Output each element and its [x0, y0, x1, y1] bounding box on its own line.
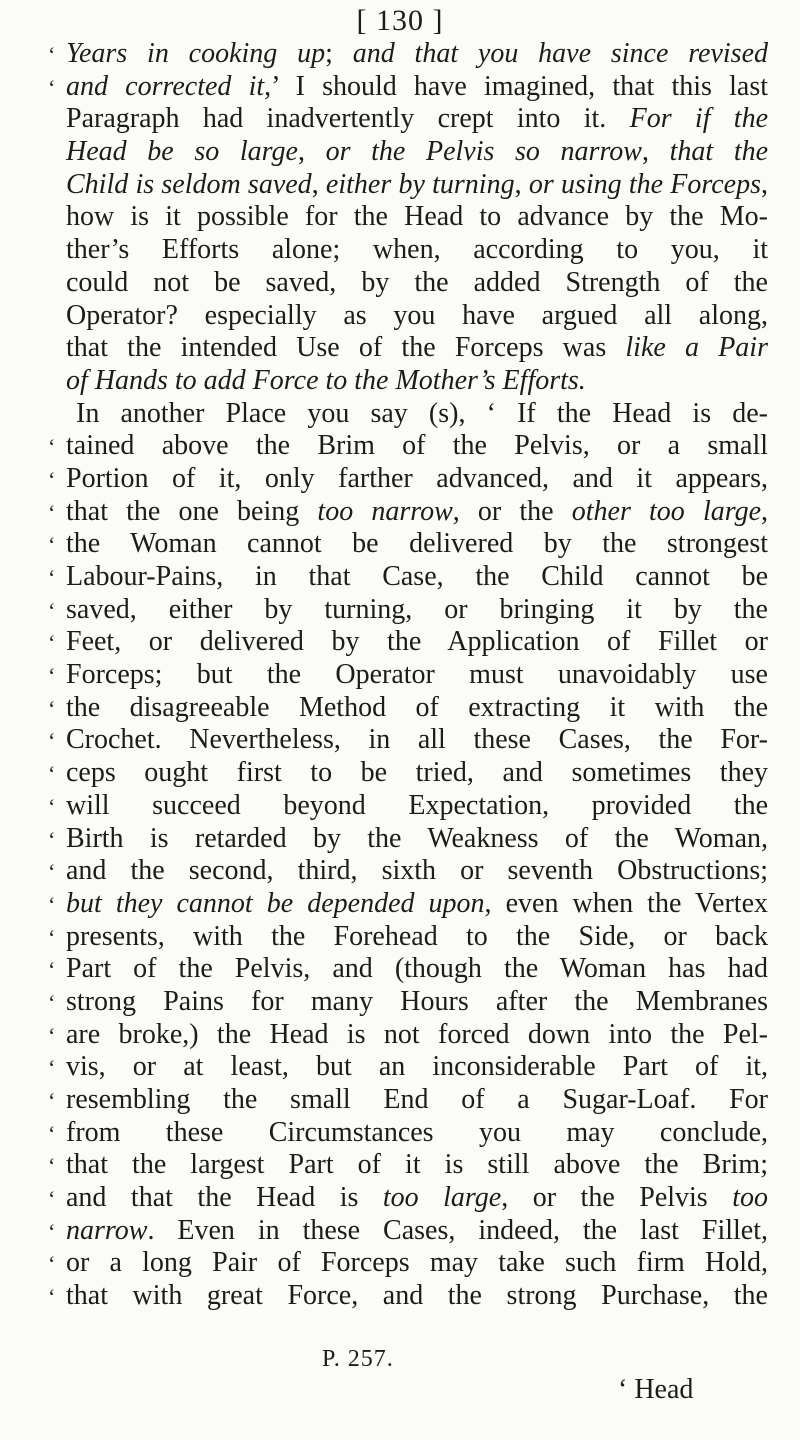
text-run: Crochet. Nevertheless, in all these Cases, the For- [66, 724, 768, 756]
text-run: and the second, third, sixth or seventh Obstructions; [66, 855, 768, 887]
quote-mark: ‘ [48, 891, 56, 917]
text-line [48, 855, 768, 888]
text-run: that with great Force, and the strong Purchase, the [66, 1280, 768, 1312]
text-run: or a long Pair of Forceps may take such firm Hold, [66, 1247, 768, 1279]
text-run: vis, or at least, but an inconsiderable Part of it, [66, 1051, 768, 1083]
italic-text: of Hands to add Force to the Mother’s Efforts. [66, 364, 586, 396]
quote-mark: ‘ [48, 1251, 56, 1277]
italic-text: and corrected it [66, 70, 265, 102]
quote-mark: ‘ [48, 695, 56, 721]
quote-mark: ‘ [48, 957, 56, 983]
quote-mark: ‘ [48, 597, 56, 623]
text-run: , [761, 495, 768, 527]
italic-text: too [732, 1182, 768, 1214]
text-run: Operator? especially as you have argued all along, [66, 299, 768, 331]
text-run: that the largest Part of it is still above the Brim; [66, 1149, 768, 1181]
text-run: , [641, 136, 670, 168]
text-run: will succeed beyond Expectation, provided the [66, 789, 768, 821]
text-run: could not be saved, by the added Strength of the [66, 266, 768, 298]
text-run: and that the Head is [66, 1182, 383, 1214]
text-run: , or the [452, 495, 572, 527]
text-run: saved, either by turning, or bringing it by the [66, 593, 768, 625]
text-run: , or the Pelvis [501, 1182, 733, 1214]
quote-mark: ‘ [48, 42, 56, 67]
text-run: , even when the Vertex [484, 887, 768, 919]
italic-text: or the Pelvis so narrow [325, 136, 642, 168]
text-line [48, 823, 768, 856]
catchword: ‘ Head [618, 1374, 694, 1405]
text-line [48, 724, 768, 757]
quote-mark: ‘ [48, 728, 56, 754]
quote-mark: ‘ [48, 1022, 56, 1048]
italic-text: Child is seldom saved [66, 168, 312, 200]
quote-mark: ‘ [48, 434, 56, 460]
quote-mark: ‘ [48, 793, 56, 819]
text-run: that the intended Use of the Forceps was [66, 332, 626, 364]
text-line [48, 921, 768, 954]
text-run: presents, with the Forehead to the Side, or back [66, 920, 768, 952]
quote-mark: ‘ [48, 826, 56, 852]
text-line [48, 528, 768, 561]
text-line [48, 986, 768, 1019]
text-line [48, 430, 768, 463]
italic-text: that the [669, 136, 768, 168]
italic-text: either by turning [325, 168, 515, 200]
italic-text: like a Pair [625, 332, 768, 364]
text-run: Part of the Pelvis, and (though the Woman has had [66, 953, 768, 985]
text-line [48, 398, 768, 431]
text-run: , [761, 168, 768, 200]
italic-text: too narrow [317, 495, 453, 527]
italic-text: narrow [66, 1214, 148, 1246]
text-line [48, 692, 768, 725]
text-run: , [311, 168, 326, 200]
italic-text: but they cannot be depended upon [66, 887, 485, 919]
quote-mark: ‘ [48, 761, 56, 787]
quote-mark: ‘ [48, 1088, 56, 1113]
text-line [48, 888, 768, 921]
text-line [48, 1182, 768, 1215]
text-line [48, 332, 768, 365]
quote-mark: ‘ [48, 924, 56, 950]
quote-mark: ‘ [48, 859, 56, 885]
footnote-reference: P. 257. [322, 1346, 394, 1372]
quote-mark: ‘ [48, 532, 56, 558]
text-run: are broke,) the Head is not forced down into the Pel- [66, 1018, 768, 1050]
quote-mark: ‘ [48, 1218, 56, 1244]
text-run: tained above the Brim of the Pelvis, or a small [66, 430, 768, 462]
quote-mark: ‘ [48, 74, 56, 100]
text-line [48, 626, 768, 659]
text-line [48, 267, 768, 300]
quote-mark: ‘ [48, 565, 56, 590]
text-run: strong Pains for many Hours after the Membranes [66, 985, 768, 1017]
italic-text: Years in cooking up [66, 38, 326, 69]
page-number: [ 130 ] [356, 4, 444, 37]
text-line [48, 38, 768, 71]
quote-mark: ‘ [48, 1186, 56, 1212]
text-line [48, 659, 768, 692]
italic-text: Head be so large [66, 136, 298, 168]
italic-text: For if the [629, 103, 768, 135]
text-line [48, 463, 768, 496]
text-run: from these Circumstances you may conclude, [66, 1116, 768, 1148]
text-run: , [297, 136, 326, 168]
text-line [48, 136, 768, 169]
italic-text: too large [382, 1182, 502, 1214]
text-line [48, 103, 768, 136]
text-run: , [514, 168, 529, 200]
text-line [48, 1215, 768, 1248]
text-line [48, 496, 768, 529]
text-run: the Woman cannot be delivered by the strongest [66, 528, 768, 560]
body-text [48, 38, 768, 1313]
text-line [48, 300, 768, 333]
quote-mark: ‘ [48, 1153, 56, 1179]
text-line [48, 594, 768, 627]
text-line [48, 790, 768, 823]
italic-text: or using the Forceps [528, 168, 761, 200]
text-run: ceps ought first to be tried, and sometimes they [66, 757, 768, 789]
text-line [48, 169, 768, 202]
text-run: . Even in these Cases, indeed, the last Fillet, [147, 1214, 768, 1246]
quote-mark: ‘ [48, 630, 56, 656]
text-run: Feet, or delivered by the Application of Fillet or [66, 626, 768, 658]
quote-mark: ‘ [48, 466, 56, 492]
text-run: In another Place you say (s), ‘ If the Head is de- [76, 397, 768, 429]
quote-mark: ‘ [48, 989, 56, 1015]
quote-mark: ‘ [48, 1055, 56, 1081]
quote-mark: ‘ [48, 1120, 56, 1146]
text-line [48, 1280, 768, 1313]
quote-mark: ‘ [48, 1284, 56, 1310]
quote-mark: ‘ [48, 499, 56, 525]
quote-mark: ‘ [48, 663, 56, 689]
text-line [48, 1247, 768, 1280]
text-run: how is it possible for the Head to advance by the Mo- [66, 201, 768, 233]
text-line [48, 1051, 768, 1084]
text-line [48, 1117, 768, 1150]
text-line [48, 1149, 768, 1182]
text-line [48, 201, 768, 234]
text-run: that the one being [66, 495, 318, 527]
italic-text: and that you have since revised [352, 38, 768, 69]
text-run: Portion of it, only farther advanced, and it appears, [66, 462, 768, 494]
text-run: ther’s Efforts alone; when, according to you, it [66, 234, 768, 266]
text-run: Birth is retarded by the Weakness of the Woman, [66, 822, 768, 854]
italic-text: other too large [571, 495, 762, 527]
text-run: ,’ I should have imagined, that this last [264, 70, 768, 102]
text-run: ; [325, 38, 353, 69]
text-run: Labour-Pains, in that Case, the Child cannot be [66, 561, 768, 592]
text-line [48, 953, 768, 986]
text-line [48, 365, 768, 398]
text-line [48, 71, 768, 104]
text-run: Forceps; but the Operator must unavoidably use [66, 659, 768, 691]
text-run: resembling the small End of a Sugar-Loaf. For [66, 1084, 768, 1115]
text-line [48, 234, 768, 267]
text-run: the disagreeable Method of extracting it with the [66, 691, 768, 723]
text-run: Paragraph had inadvertently crept into it. [66, 103, 630, 135]
text-line [48, 561, 768, 594]
text-line [48, 1019, 768, 1052]
text-line [48, 1084, 768, 1117]
text-line [48, 757, 768, 790]
